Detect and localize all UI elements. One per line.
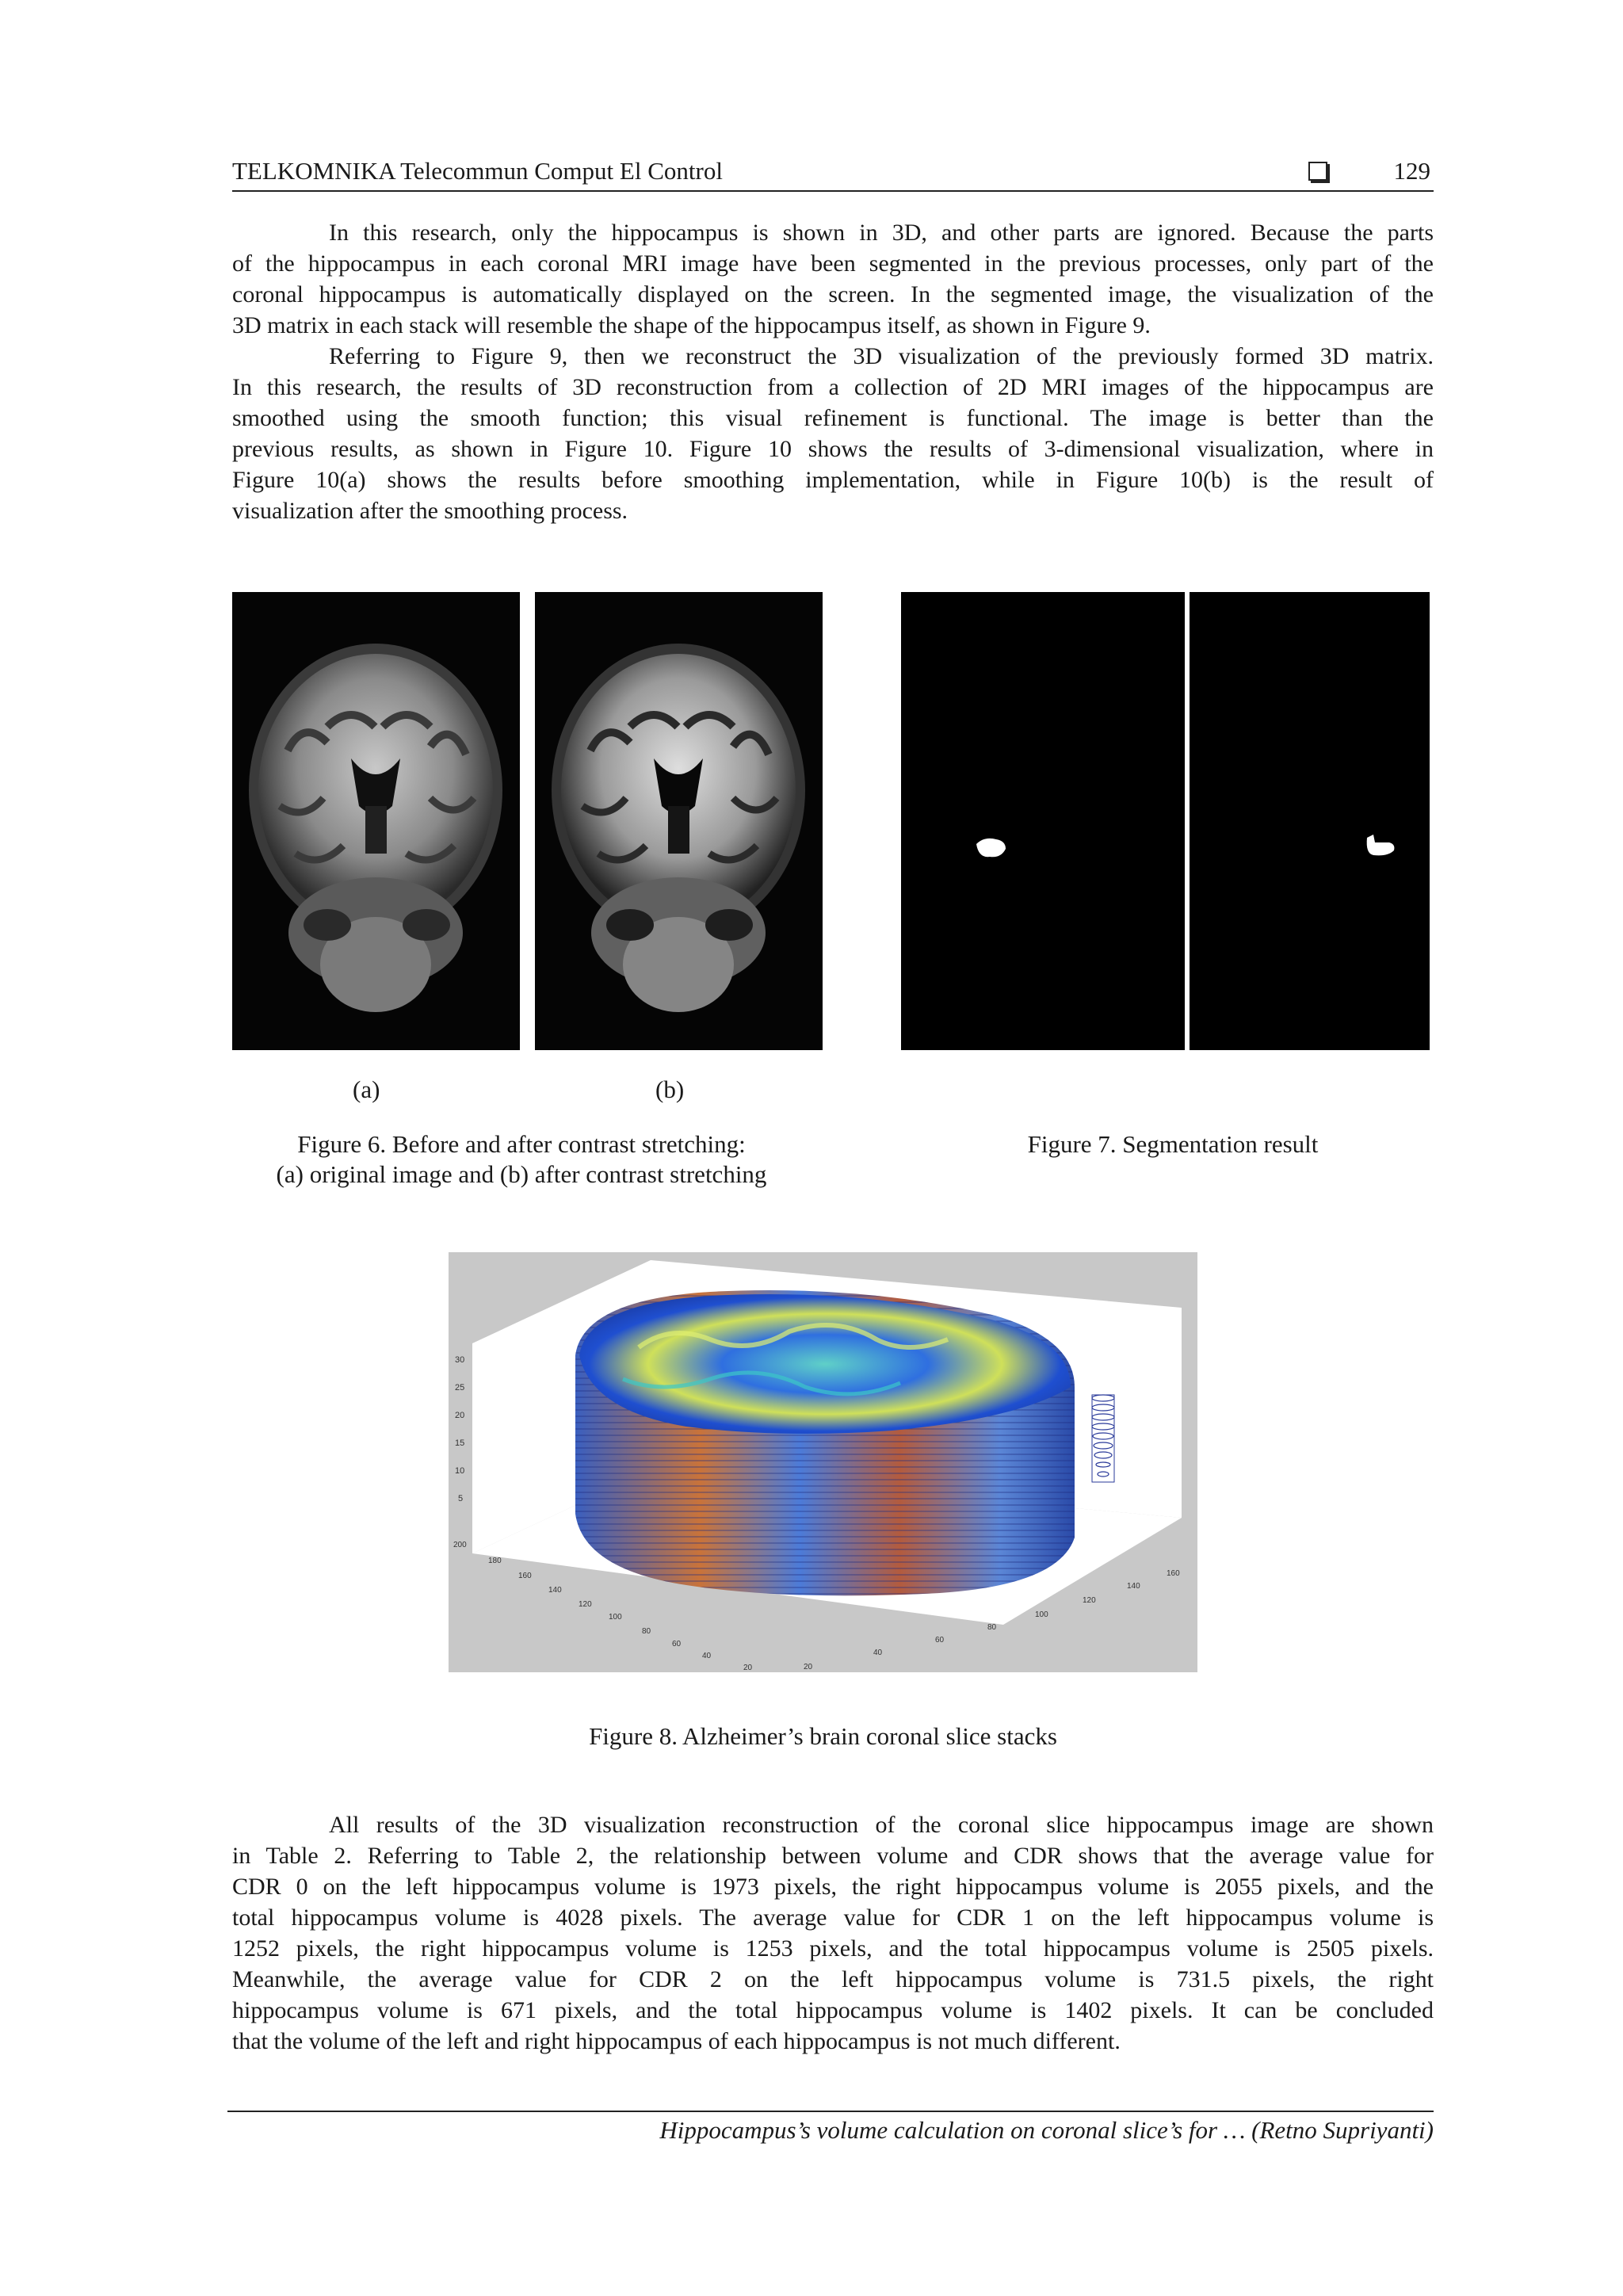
text-line: of the hippocampus in each coronal MRI image have been segmented in the previous processes, only part of the (232, 250, 1434, 277)
text-line: smoothed using the smooth function; this visual refinement is functional. The image is better than the (232, 405, 1434, 431)
text-line: In this research, only the hippocampus is shown in 3D, and other parts are ignored. Because the parts (329, 220, 1434, 246)
x-tick: 20 (804, 1663, 813, 1671)
text-line: All results of the 3D visualization reconstruction of the coronal slice hippocampus image are shown (329, 1812, 1434, 1838)
page-header (232, 155, 1434, 192)
figure-6-caption (232, 1129, 811, 1190)
y-tick: 80 (642, 1627, 651, 1636)
checkbox-icon (1308, 162, 1327, 181)
figure-8-caption: Figure 8. Alzheimer’s brain coronal slice stacks (589, 1722, 1057, 1750)
z-tick: 5 (458, 1494, 464, 1503)
y-tick: 200 (453, 1541, 467, 1549)
caption-line: (a) original image and (b) after contrast stretching (276, 1160, 767, 1188)
z-tick: 30 (455, 1355, 465, 1365)
x-tick: 80 (987, 1623, 997, 1632)
y-tick: 120 (579, 1600, 592, 1609)
x-tick: 120 (1083, 1596, 1096, 1605)
footer-running-title: Hippocampus’s volume calculation on coronal slice’s for … (Retno Supriyanti) (659, 2116, 1434, 2144)
figure-6b-mri-stretched (535, 592, 823, 1050)
journal-title: TELKOMNIKA Telecommun Comput El Control (232, 157, 723, 185)
paragraph-2 (232, 341, 1434, 526)
x-tick: 40 (873, 1648, 883, 1657)
text-line: Referring to Figure 9, then we reconstruct the 3D visualization of the previously formed 3D matrix. (329, 343, 1434, 369)
text-line: that the volume of the left and right hippocampus of each hippocampus is not much different. (232, 2028, 1121, 2054)
paragraph-3 (232, 1809, 1434, 2057)
text-line: 1252 pixels, the right hippocampus volume is 1253 pixels, and the total hippocampus volume is 2505 pixels. (232, 1935, 1434, 1962)
z-tick: 15 (455, 1438, 465, 1448)
figure-7-segmentation-right (1190, 592, 1430, 1050)
y-tick: 40 (702, 1652, 712, 1660)
y-tick: 60 (672, 1640, 682, 1648)
figure-6a-mri-original (232, 592, 520, 1050)
hippocampus-cylinder (1092, 1395, 1114, 1482)
figure-7-segmentation-left (901, 592, 1185, 1050)
text-line: previous results, as shown in Figure 10. Figure 10 shows the results of 3-dimensional visualization, where in (232, 436, 1434, 462)
footer-rule (227, 2111, 1434, 2112)
x-tick: 100 (1035, 1610, 1048, 1619)
text-line: visualization after the smoothing process. (232, 498, 628, 524)
figure-7-caption: Figure 7. Segmentation result (1027, 1130, 1319, 1158)
text-line: in Table 2. Referring to Table 2, the relationship between volume and CDR shows that the average value for (232, 1843, 1434, 1869)
y-tick: 180 (488, 1557, 502, 1565)
figure-8-3d-stack (449, 1252, 1197, 1672)
caption-line: Figure 6. Before and after contrast stretching: (297, 1130, 746, 1158)
x-tick: 60 (935, 1636, 945, 1645)
text-line: CDR 0 on the left hippocampus volume is 1973 pixels, the right hippocampus volume is 2055 pixels, and the (232, 1874, 1434, 1900)
page-number: 129 (1393, 157, 1430, 185)
x-tick: 140 (1127, 1582, 1140, 1591)
y-tick: 100 (609, 1613, 622, 1622)
y-tick: 160 (518, 1572, 532, 1580)
z-tick: 25 (455, 1383, 465, 1392)
y-tick: 140 (548, 1586, 562, 1595)
figure-6-label-a: (a) (353, 1075, 380, 1103)
text-line: Meanwhile, the average value for CDR 2 on the left hippocampus volume is 731.5 pixels, the right (232, 1966, 1434, 1992)
text-line: Figure 10(a) shows the results before smoothing implementation, while in Figure 10(b) is the result of (232, 467, 1434, 493)
z-tick: 10 (455, 1466, 465, 1476)
text-line: In this research, the results of 3D reconstruction from a collection of 2D MRI images of the hippocampus are (232, 374, 1434, 400)
text-line: hippocampus volume is 671 pixels, and the total hippocampus volume is 1402 pixels. It can be concluded (232, 1997, 1434, 2023)
x-tick: 160 (1167, 1569, 1180, 1578)
text-line: total hippocampus volume is 4028 pixels. The average value for CDR 1 on the left hippocampus volume is (232, 1904, 1434, 1931)
z-tick: 20 (455, 1411, 465, 1420)
figure-6-label-b: (b) (655, 1075, 685, 1103)
paragraph-1 (232, 217, 1434, 341)
y-tick: 20 (743, 1664, 753, 1672)
text-line: coronal hippocampus is automatically displayed on the screen. In the segmented image, the visualization of the (232, 281, 1434, 308)
text-line: 3D matrix in each stack will resemble the shape of the hippocampus itself, as shown in Figure 9. (232, 312, 1151, 338)
